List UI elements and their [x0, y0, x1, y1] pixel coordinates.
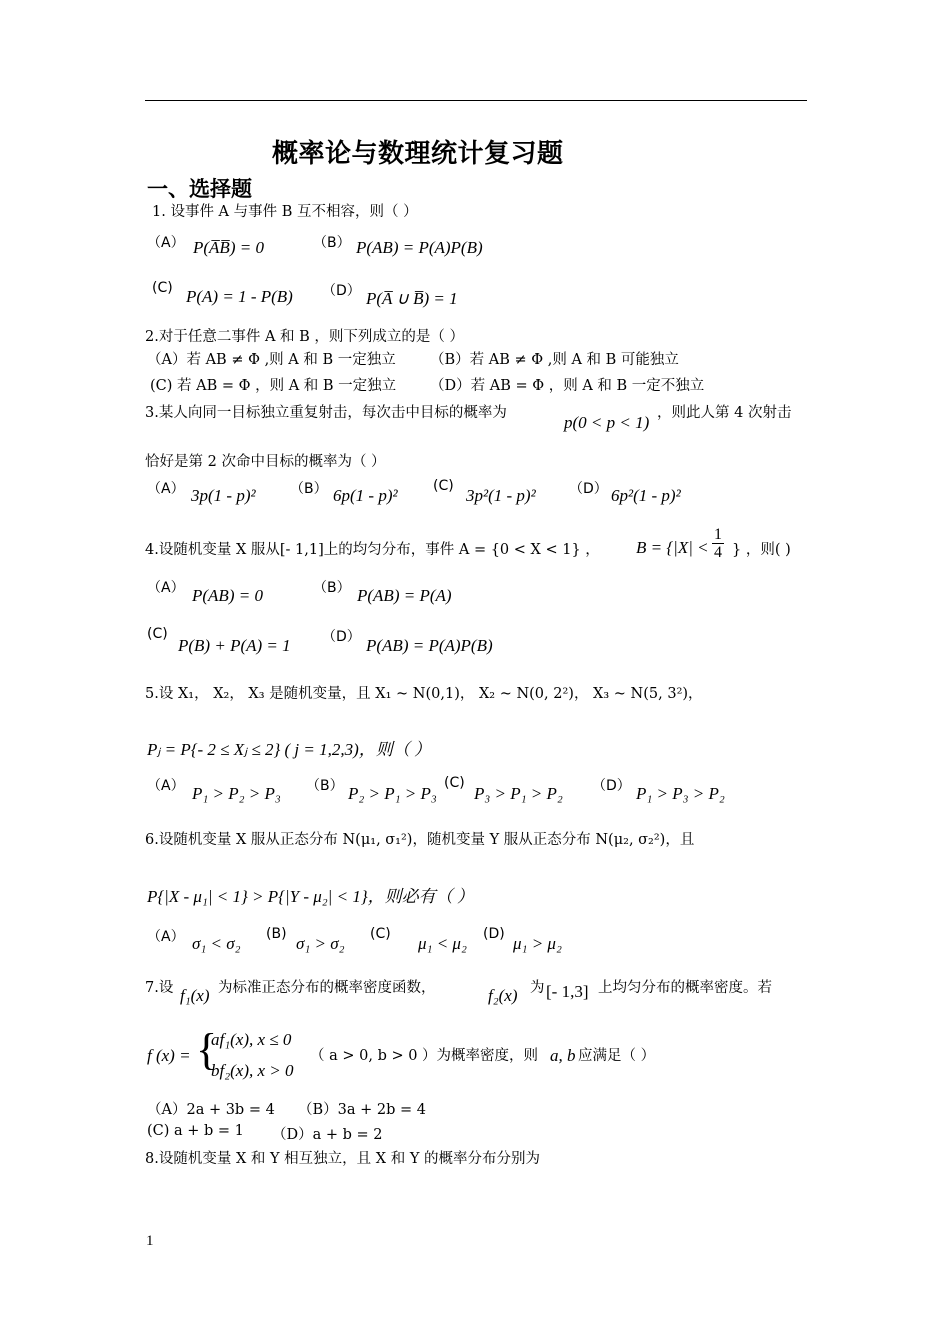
q4-stem: 4.设随机变量 X 服从[- 1,1]上的均匀分布，事件 A = {0 < X < 1} ，	[145, 542, 600, 558]
q5-option-b-label: （B）	[306, 778, 344, 794]
q7-interval: [- 1,3]	[546, 982, 589, 1001]
q5-option-b: P₂ > P₁ > P₃	[348, 784, 437, 803]
q7-stem-mid2: 为	[530, 980, 545, 996]
q6-stem-line2: P{|X - μ₁| < 1} > P{|Y - μ₂| < 1}，则必有（ ）	[147, 887, 474, 906]
q2-option-d: （D）若 AB = Φ ，则 A 和 B 一定不独立	[430, 378, 705, 394]
q5-option-d-label: （D）	[592, 778, 631, 794]
q6-stem-line1: 6.设随机变量 X 服从正态分布 N(μ₁, σ₁²)，随机变量 Y 服从正态分布 N(μ₂, σ₂²)，且	[145, 832, 695, 848]
q7-f2: f₂(x)	[488, 986, 518, 1005]
q6-option-d: μ₁ > μ₂	[513, 934, 562, 953]
section-heading: 一、选择题	[147, 177, 252, 201]
q4-fraction-numerator: 1	[714, 526, 722, 543]
q3-option-c: 3p²(1 - p)²	[466, 486, 536, 505]
q7-fx: f (x) =	[147, 1046, 191, 1065]
q7-case1: af₁(x), x ≤ 0	[211, 1030, 292, 1049]
q4-option-a-label: （A）	[147, 580, 185, 596]
q7-ab: a, b	[550, 1046, 576, 1065]
q3-option-b-label: （B）	[290, 481, 328, 497]
q1-option-a-label: （A）	[147, 235, 185, 251]
q1-option-c-label: (C)	[152, 280, 173, 296]
q6-option-c: μ₁ < μ₂	[418, 934, 467, 953]
q4-option-c-label: (C)	[147, 626, 168, 642]
q2-option-b: （B）若 AB ≠ Φ ,则 A 和 B 可能独立	[430, 352, 679, 368]
q2-option-a: （A）若 AB ≠ Φ ,则 A 和 B 一定独立	[147, 352, 396, 368]
q4-option-b: P(AB) = P(A)	[357, 586, 452, 605]
q1-stem: 1. 设事件 A 与事件 B 互不相容，则（ ）	[152, 204, 418, 220]
q6-option-a-label: （A）	[147, 929, 185, 945]
q4-stem-end: } ，则( )	[732, 542, 791, 558]
q7-stem-end: 上均匀分布的概率密度。若	[598, 980, 772, 996]
q7-option-c: (C) a + b = 1	[147, 1123, 244, 1139]
q1-option-b: P(AB) = P(A)P(B)	[356, 238, 483, 257]
q2-option-c: (C) 若 AB = Φ ，则 A 和 B 一定独立	[150, 378, 397, 394]
q2-stem: 2.对于任意二事件 A 和 B ，则下列成立的是（ ）	[145, 329, 465, 345]
page-title: 概率论与数理统计复习题	[272, 139, 564, 169]
q4-option-a: P(AB) = 0	[192, 586, 263, 605]
q1-option-b-label: （B）	[313, 235, 351, 251]
q4-option-c: P(B) + P(A) = 1	[178, 636, 291, 655]
q1-option-c: P(A) = 1 - P(B)	[186, 287, 293, 306]
q1-option-a: P(A̅B̅) = 0	[193, 238, 264, 257]
page-number: 1	[146, 1233, 154, 1249]
q3-condition: p(0 < p < 1)	[564, 413, 650, 432]
q7-stem-start: 7.设	[145, 980, 174, 996]
q6-option-b: σ₁ > σ₂	[296, 934, 345, 953]
q3-option-a: 3p(1 - p)²	[191, 486, 256, 505]
q7-option-b: （B）3a + 2b = 4	[298, 1102, 426, 1118]
q5-option-a-label: （A）	[147, 778, 185, 794]
header-rule	[145, 100, 807, 101]
q3-option-b: 6p(1 - p)²	[333, 486, 398, 505]
q6-option-d-label: (D)	[483, 926, 505, 942]
q7-brace: {	[196, 1025, 218, 1074]
q3-option-d: 6p²(1 - p)²	[611, 486, 681, 505]
q1-option-d: P(A̅ ∪ B̅) = 1	[366, 289, 458, 308]
q7-f1: f₁(x)	[180, 986, 210, 1005]
q4-option-d-label: （D）	[322, 629, 361, 645]
q3-option-a-label: （A）	[147, 481, 185, 497]
q4-fraction-denominator: 4	[714, 544, 722, 561]
q7-case2: bf₂(x), x > 0	[211, 1061, 294, 1080]
q4-option-d: P(AB) = P(A)P(B)	[366, 636, 493, 655]
q5-stem-line1: 5.设 X₁， X₂， X₃ 是随机变量，且 X₁ ~ N(0,1)， X₂ ~ N(0, 2²)， X₃ ~ N(5, 3²)，	[145, 686, 703, 702]
q1-option-d-label: （D）	[322, 283, 361, 299]
q6-option-b-label: (B)	[266, 926, 287, 942]
q7-option-d: （D）a + b = 2	[272, 1127, 383, 1143]
q3-option-d-label: （D）	[569, 481, 608, 497]
q3-stem-line2: 恰好是第 2 次命中目标的概率为（ ）	[145, 454, 386, 470]
q4-option-b-label: （B）	[313, 580, 351, 596]
q4-fraction	[712, 526, 724, 561]
q3-option-c-label: (C)	[433, 478, 454, 494]
q7-stem-mid1: 为标准正态分布的概率密度函数，	[218, 980, 436, 996]
q5-option-c: P₃ > P₁ > P₂	[474, 784, 563, 803]
q5-stem-line2: Pⱼ = P{- 2 ≤ Xⱼ ≤ 2} ( j = 1,2,3)，则（ ）	[147, 740, 432, 759]
q7-stem2-end: 应满足（ ）	[578, 1048, 656, 1064]
q3-stem-line1-end: ，则此人第 4 次射击	[657, 405, 792, 421]
q6-option-c-label: (C)	[370, 926, 391, 942]
q3-stem-line1: 3.某人向同一目标独立重复射击，每次击中目标的概率为	[145, 405, 507, 421]
q6-option-a: σ₁ < σ₂	[192, 934, 241, 953]
q7-option-a: （A）2a + 3b = 4	[147, 1102, 275, 1118]
q7-condition: （ a > 0, b > 0 ）为概率密度，则	[310, 1048, 539, 1064]
q4-event-b: B = {|X| <	[636, 538, 709, 557]
q5-option-a: P₁ > P₂ > P₃	[192, 784, 281, 803]
q5-option-d: P₁ > P₃ > P₂	[636, 784, 725, 803]
q5-option-c-label: (C)	[444, 775, 465, 791]
q8-stem: 8.设随机变量 X 和 Y 相互独立，且 X 和 Y 的概率分布分别为	[145, 1151, 540, 1167]
